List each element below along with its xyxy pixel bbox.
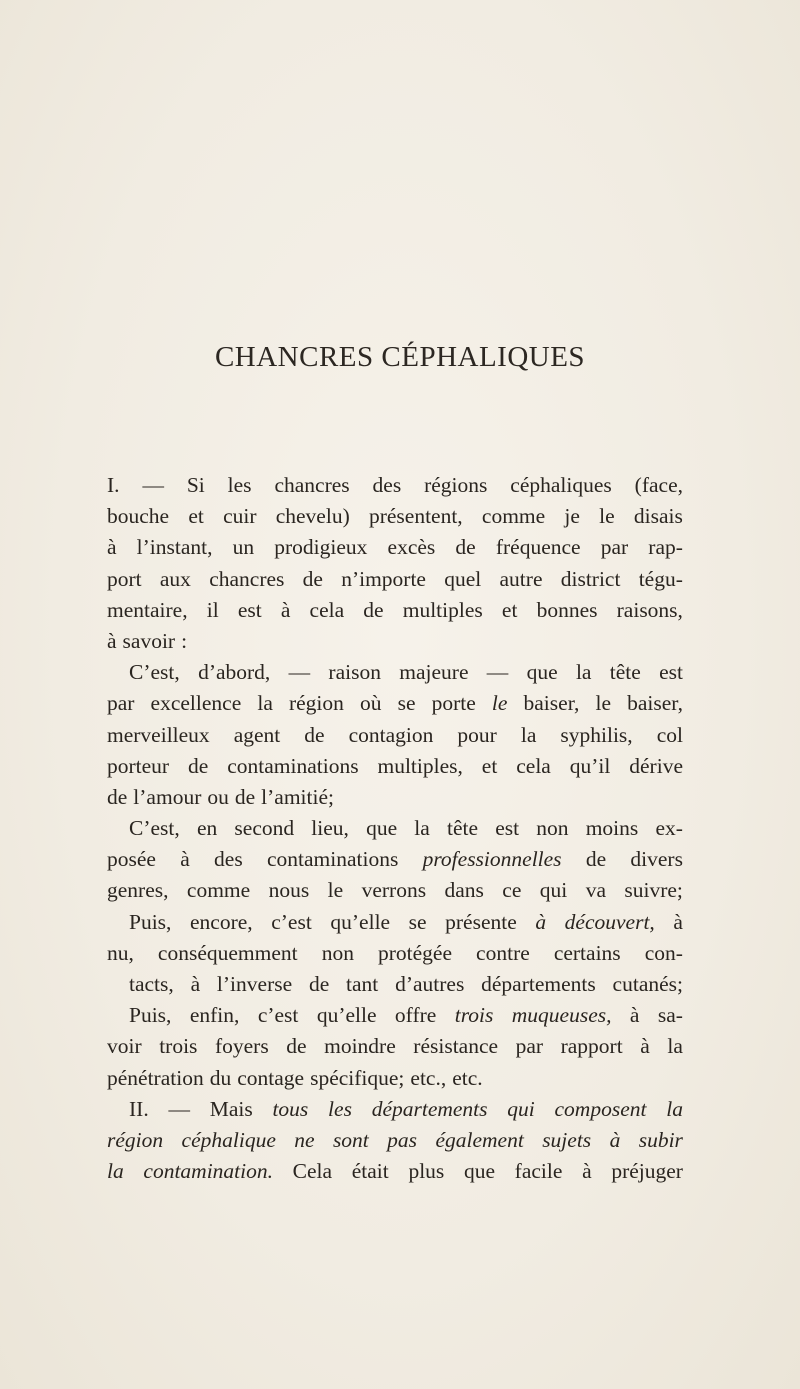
word: départements [481, 972, 596, 996]
word: Mais [209, 1096, 253, 1121]
word: préjuger [611, 1159, 683, 1184]
word: suivre; [624, 878, 683, 903]
word: multiples [402, 597, 483, 622]
word: voir [107, 1034, 142, 1059]
word: cutanés; [612, 972, 683, 996]
word: ne [294, 1127, 315, 1152]
word: rapport [560, 1034, 623, 1059]
word: pénétration [107, 1065, 204, 1090]
word: comme [186, 878, 251, 903]
word: par [515, 1034, 544, 1059]
word: con- [644, 940, 683, 965]
word: également [435, 1127, 524, 1152]
word: présente [445, 909, 517, 934]
word: tacts, [129, 972, 174, 996]
word: par [107, 691, 135, 716]
word: la [257, 691, 273, 716]
text-line [107, 501, 683, 532]
word: aux [159, 566, 191, 591]
word: le [491, 691, 508, 716]
word: dans [444, 878, 484, 903]
word: sont [332, 1127, 369, 1152]
word: pas [387, 1127, 418, 1152]
word: porteur [107, 753, 170, 778]
word: à [107, 535, 117, 560]
word: départements [371, 1096, 488, 1121]
word: céphalique [181, 1127, 276, 1152]
word: n’importe [341, 566, 426, 591]
text-line [107, 1125, 683, 1156]
word: l’instant, [136, 535, 213, 560]
word: la [666, 1096, 683, 1121]
chapter-title: CHANCRES CÉPHALIQUES [214, 341, 586, 373]
word: de [286, 1034, 307, 1059]
word: muqueuses, [511, 1003, 612, 1028]
word: quel [444, 566, 482, 591]
word: et [188, 504, 204, 529]
text-line [107, 564, 683, 595]
word: à [640, 1034, 650, 1059]
text-line [107, 813, 683, 844]
word: contamination. [143, 1159, 273, 1184]
word: le [327, 878, 344, 903]
word: — [486, 660, 509, 685]
word: et [481, 753, 498, 778]
word: Cela [292, 1159, 333, 1184]
word: des [372, 473, 402, 497]
word: C’est, [129, 816, 180, 841]
word: la [667, 1034, 683, 1059]
word: l’amitié; [261, 784, 334, 809]
word: je [564, 504, 580, 529]
word: trois [159, 1034, 198, 1059]
word: que [526, 660, 558, 685]
word: agent [233, 722, 281, 747]
word: contage [237, 1065, 305, 1090]
word: les [227, 473, 252, 497]
word: divers [630, 847, 683, 872]
word: facile [514, 1159, 563, 1184]
word: port [107, 566, 142, 591]
body-text [107, 470, 683, 1187]
word: contre [476, 940, 530, 965]
word: district [560, 566, 621, 591]
word: est [237, 597, 262, 622]
word: rap- [648, 535, 683, 560]
word: tous [272, 1096, 309, 1121]
word: cuir [223, 504, 257, 529]
word: tant [346, 972, 379, 996]
word: à [535, 909, 547, 934]
word: nu, [107, 940, 134, 965]
word: baiser, [523, 691, 580, 716]
word: des [214, 847, 243, 872]
word: fréquence [495, 535, 581, 560]
text-line [107, 1063, 683, 1094]
word: baiser, [627, 691, 683, 716]
word: en [196, 816, 218, 841]
word: prodigieux [274, 535, 368, 560]
text-line [107, 782, 683, 813]
word: — [288, 660, 311, 685]
word: de [234, 784, 256, 809]
word: C’est, [129, 660, 180, 685]
text-line [107, 844, 683, 875]
word: est [495, 816, 520, 841]
word: c’est [257, 1003, 299, 1028]
word: de [308, 972, 330, 996]
word: multiples, [377, 753, 463, 778]
word: second [234, 816, 295, 841]
word: Puis, [129, 1003, 172, 1028]
word: de [455, 535, 476, 560]
word: était [351, 1159, 389, 1184]
word: composent [554, 1096, 647, 1121]
text-line [107, 657, 683, 688]
word: non [321, 940, 354, 965]
text-line [107, 470, 683, 501]
word: un [232, 535, 255, 560]
text-line [107, 720, 683, 751]
word: contagion [348, 722, 434, 747]
word: sa- [657, 1003, 683, 1028]
word: non [536, 816, 569, 841]
word: à [609, 1127, 621, 1152]
word: par [600, 535, 629, 560]
word: conséquemment [157, 940, 298, 965]
word: présentent, [368, 504, 463, 529]
word: excès [387, 535, 436, 560]
word: est [659, 660, 683, 685]
text-line [107, 1031, 683, 1062]
text-line [107, 532, 683, 563]
word: de [363, 597, 384, 622]
word: où [360, 691, 382, 716]
word: spécifique; [310, 1065, 405, 1090]
word: ce [502, 878, 522, 903]
word: qu’il [569, 753, 611, 778]
word: : [181, 628, 188, 653]
word: Si [186, 473, 205, 497]
word: tête [447, 816, 479, 841]
text-line [107, 938, 683, 969]
word: mentaire, [107, 597, 188, 622]
word: de [107, 784, 128, 809]
word: bonnes [536, 597, 598, 622]
text-line [107, 1000, 683, 1031]
word: moindre [324, 1034, 396, 1059]
text-line [107, 875, 683, 906]
word: de [188, 753, 209, 778]
word: la [575, 660, 592, 685]
text-line [107, 969, 683, 1000]
word: raisons, [616, 597, 683, 622]
word: que [366, 816, 398, 841]
word: à [190, 972, 201, 996]
word: ou [207, 784, 229, 809]
word: région [107, 1127, 164, 1152]
word: le [595, 691, 611, 716]
word: autre [499, 566, 543, 591]
word: etc. [452, 1065, 483, 1090]
word: d’abord, [198, 660, 271, 685]
word: col [656, 722, 683, 747]
word: moins [585, 816, 639, 841]
word: à [280, 597, 291, 622]
text-line [107, 751, 683, 782]
word: lieu, [311, 816, 349, 841]
word: verrons [361, 878, 427, 903]
word: région [288, 691, 344, 716]
word: l’amour [133, 784, 202, 809]
word: encore, [190, 909, 253, 934]
word: (face, [634, 473, 683, 497]
word: qu’elle [330, 909, 391, 934]
word: du [209, 1065, 232, 1090]
word: la [414, 816, 430, 841]
word: contaminations [266, 847, 399, 872]
word: cela [309, 597, 345, 622]
word: de [302, 566, 323, 591]
word: excellence [150, 691, 242, 716]
word: certains [553, 940, 621, 965]
word: tête [609, 660, 641, 685]
word: foyers [214, 1034, 269, 1059]
word: le [599, 504, 615, 529]
word: raison [328, 660, 381, 685]
text-line [107, 1094, 683, 1125]
text-line [107, 1156, 683, 1187]
word: majeure [399, 660, 469, 685]
word: qui [539, 878, 568, 903]
word: chancres [209, 566, 285, 591]
word: I. [107, 473, 120, 497]
word: il [206, 597, 219, 622]
text-line [107, 688, 683, 719]
text-line [107, 626, 683, 657]
word: bouche [107, 504, 170, 529]
word: genres, [107, 878, 169, 903]
word: — [142, 473, 164, 497]
word: se [397, 691, 416, 716]
word: nous [268, 878, 310, 903]
word: de [585, 847, 607, 872]
word: II. [129, 1096, 149, 1121]
word: va [585, 878, 606, 903]
word: à [673, 909, 683, 934]
word: d’autres [395, 972, 465, 996]
word: syphilis, [560, 722, 633, 747]
word: l’inverse [216, 972, 293, 996]
text-line [107, 907, 683, 938]
word: découvert, [564, 909, 655, 934]
word: céphaliques [510, 473, 612, 497]
word: pour [457, 722, 497, 747]
word: se [408, 909, 427, 934]
word: qui [507, 1096, 535, 1121]
word: plus [408, 1159, 445, 1184]
word: Puis, [129, 909, 172, 934]
word: que [463, 1159, 495, 1184]
word: à [582, 1159, 592, 1184]
word: dérive [629, 753, 683, 778]
word: c’est [271, 909, 312, 934]
word: qu’elle [316, 1003, 377, 1028]
word: chevelu) [275, 504, 350, 529]
word: cela [516, 753, 551, 778]
word: disais [633, 504, 683, 529]
word: porte [431, 691, 476, 716]
word: régions [424, 473, 488, 497]
word: contaminations [227, 753, 359, 778]
word: etc., [410, 1065, 447, 1090]
word: posée [107, 847, 156, 872]
word: protégée [377, 940, 452, 965]
word: ex- [655, 816, 683, 841]
word: sujets [542, 1127, 592, 1152]
word: merveilleux [107, 722, 210, 747]
word: résistance [413, 1034, 499, 1059]
word: à [107, 628, 117, 653]
word: la [520, 722, 537, 747]
word: enfin, [189, 1003, 240, 1028]
word: la [107, 1159, 124, 1184]
word: les [328, 1096, 352, 1121]
word: à [629, 1003, 640, 1028]
word: offre [394, 1003, 437, 1028]
word: à [180, 847, 190, 872]
word: — [168, 1096, 190, 1121]
word: subir [638, 1127, 683, 1152]
word: trois [454, 1003, 494, 1028]
word: professionnelles [422, 847, 562, 872]
word: chancres [274, 473, 350, 497]
text-line [107, 595, 683, 626]
word: tégu- [638, 566, 683, 591]
word: savoir [122, 628, 176, 653]
word: comme [481, 504, 546, 529]
word: de [304, 722, 325, 747]
word: et [501, 597, 518, 622]
